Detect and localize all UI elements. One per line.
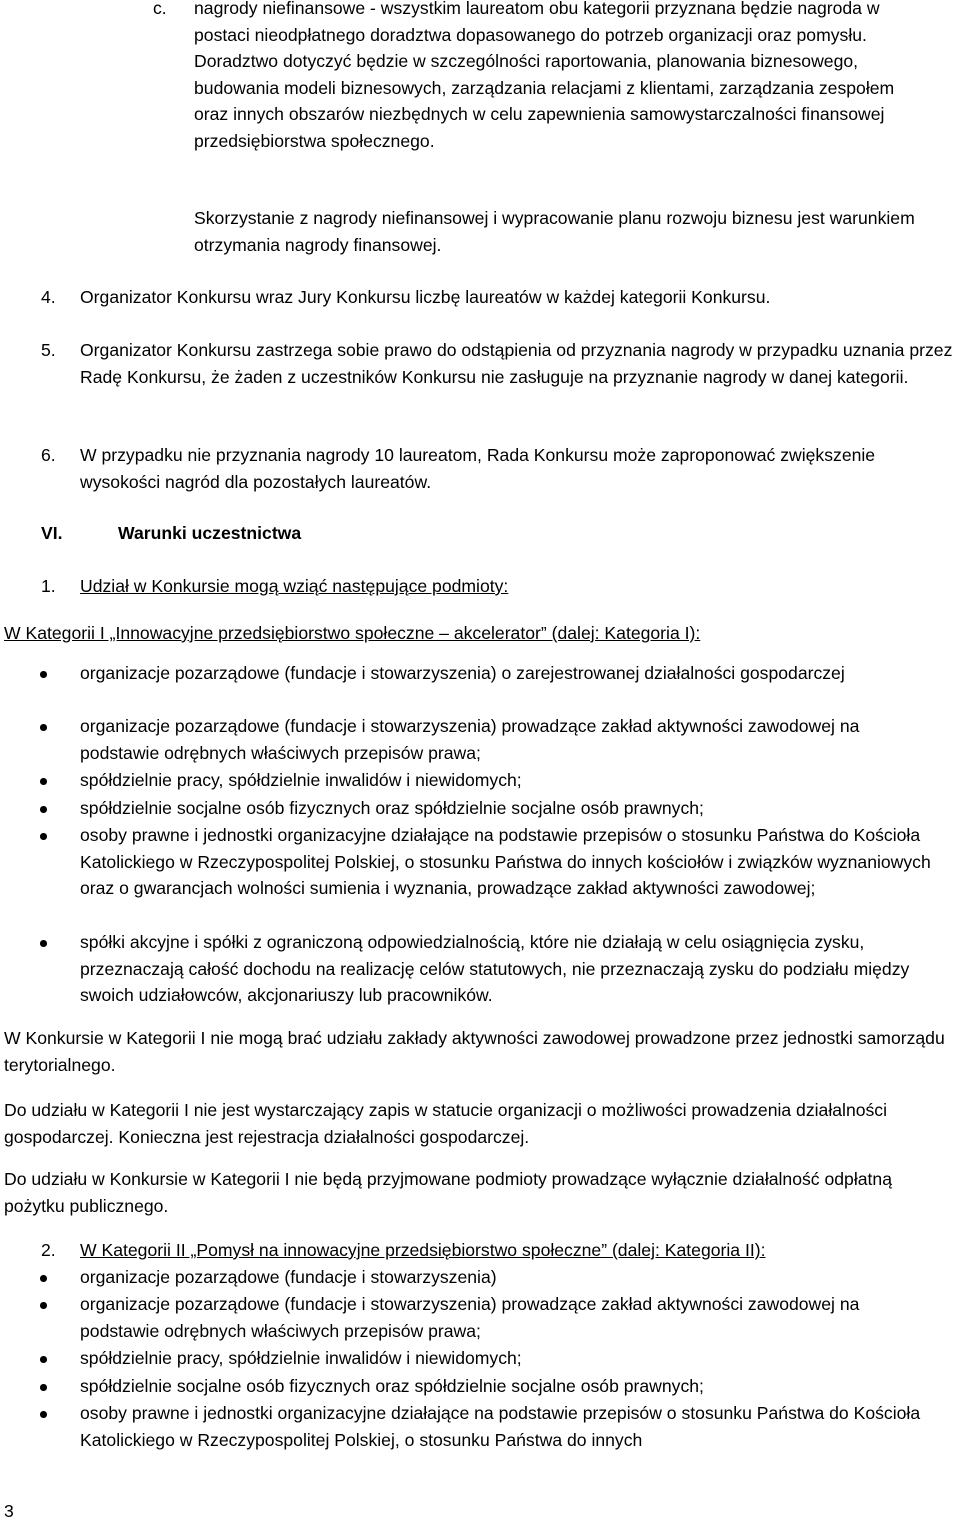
point-1-text: Udział w Konkursie mogą wziąć następujące podmioty: (80, 576, 509, 596)
bullet-icon (40, 1275, 47, 1282)
category-1-note: Do udziału w Konkursie w Kategorii I nie będą przyjmowane podmioty prowadzące wyłącznie działalność odpłatną pożytku publicznego. (4, 1169, 892, 1216)
bullet-icon (40, 1411, 47, 1418)
page-number: 3 (4, 1501, 14, 1521)
list-item: spółdzielnie socjalne osób fizycznych oraz spółdzielnie socjalne osób prawnych; (80, 1376, 704, 1396)
list-item: spółdzielnie pracy, spółdzielnie inwalidów i niewidomych; (80, 770, 522, 790)
category-1-note: W Konkursie w Kategorii I nie mogą brać udziału zakłady aktywności zawodowej prowadzone przez jednostki samorządu terytorialnego. (4, 1028, 945, 1075)
list-item: organizacje pozarządowe (fundacje i stowarzyszenia) (80, 1267, 497, 1287)
list-item: spółki akcyjne i spółki z ograniczoną odpowiedzialnością, które nie działają w celu osiągnięcia zysku, przeznaczają całość dochodu na realizację celów statutowych, nie przeznaczają zysku do podziału między swoich udziałowców, akcjonariuszy lub pracowników. (80, 932, 910, 1005)
bullet-icon (40, 1302, 47, 1309)
point-4-number: 4. (41, 287, 56, 307)
category-2-number: 2. (41, 1240, 56, 1260)
point-6-text: W przypadku nie przyznania nagrody 10 laureatom, Rada Konkursu może zaproponować zwiększenie wysokości nagród dla pozostałych laureatów. (80, 445, 876, 492)
category-1-note: Do udziału w Kategorii I nie jest wystarczający zapis w statucie organizacji o możliwości prowadzenia działalności gospodarczej. Konieczna jest rejestracja działalności gospodarczej. (4, 1100, 888, 1147)
bullet-icon (40, 1384, 47, 1391)
list-item: organizacje pozarządowe (fundacje i stowarzyszenia) prowadzące zakład aktywności zawodowej na podstawie odrębnych właściwych przepisów prawa; (80, 1294, 860, 1341)
point-6-number: 6. (41, 445, 56, 465)
list-item: osoby prawne i jednostki organizacyjne działające na podstawie przepisów o stosunku Państwa do Kościoła Katolickiego w Rzeczypospolitej Polskiej, o stosunku Państwa do innych kościołów i związków wyznaniowych oraz o gwarancjach wolności sumienia i wyznania, prowadzące zakład aktywności zawodowej; (80, 825, 931, 898)
section-title: Warunki uczestnictwa (118, 523, 302, 543)
category-2-heading: W Kategorii II „Pomysł na innowacyjne przedsiębiorstwo społeczne” (dalej: Kategoria II): (80, 1240, 766, 1260)
point-5-text: Organizator Konkursu zastrzega sobie prawo do odstąpienia od przyznania nagrody w przypadku uznania przez Radę Konkursu, że żaden z uczestników Konkursu nie zasługuje na przyznanie nagrody w danej kategorii. (80, 340, 953, 387)
bullet-icon (40, 833, 47, 840)
item-label-c: c. (153, 0, 167, 18)
list-item: spółdzielnie socjalne osób fizycznych oraz spółdzielnie socjalne osób prawnych; (80, 798, 704, 818)
section-number: VI. (41, 523, 63, 543)
item-c-note: Skorzystanie z nagrody niefinansowej i wypracowanie planu rozwoju biznesu jest warunkiem otrzymania nagrody finansowej. (194, 208, 915, 255)
bullet-icon (40, 724, 47, 731)
bullet-icon (40, 1356, 47, 1363)
bullet-icon (40, 940, 47, 947)
item-c-text: nagrody niefinansowe - wszystkim laureatom obu kategorii przyznana będzie nagroda w postaci nieodpłatnego doradztwa dopasowanego do potrzeb organizacji oraz pomysłu. Doradztwo dotyczyć będzie w szczególności raportowania, planowania biznesowego, budowania modeli biznesowych, zarządzania relacjami z klientami, zarządzania zespołem oraz innych obszarów niezbędnych w celu zapewnienia samowystarczalności finansowej przedsiębiorstwa społecznego. (194, 0, 895, 151)
bullet-icon (40, 778, 47, 785)
point-1-number: 1. (41, 576, 56, 596)
point-5-number: 5. (41, 340, 56, 360)
list-item: organizacje pozarządowe (fundacje i stowarzyszenia) o zarejestrowanej działalności gospodarczej (80, 663, 845, 683)
point-4-text: Organizator Konkursu wraz Jury Konkursu liczbę laureatów w każdej kategorii Konkursu. (80, 287, 771, 307)
list-item: spółdzielnie pracy, spółdzielnie inwalidów i niewidomych; (80, 1348, 522, 1368)
bullet-icon (40, 806, 47, 813)
list-item: osoby prawne i jednostki organizacyjne działające na podstawie przepisów o stosunku Państwa do Kościoła Katolickiego w Rzeczypospolitej Polskiej, o stosunku Państwa do innych (80, 1403, 921, 1450)
category-1-heading: W Kategorii I „Innowacyjne przedsiębiorstwo społeczne – akcelerator” (dalej: Kategoria I): (4, 623, 701, 643)
list-item: organizacje pozarządowe (fundacje i stowarzyszenia) prowadzące zakład aktywności zawodowej na podstawie odrębnych właściwych przepisów prawa; (80, 716, 860, 763)
bullet-icon (40, 671, 47, 678)
